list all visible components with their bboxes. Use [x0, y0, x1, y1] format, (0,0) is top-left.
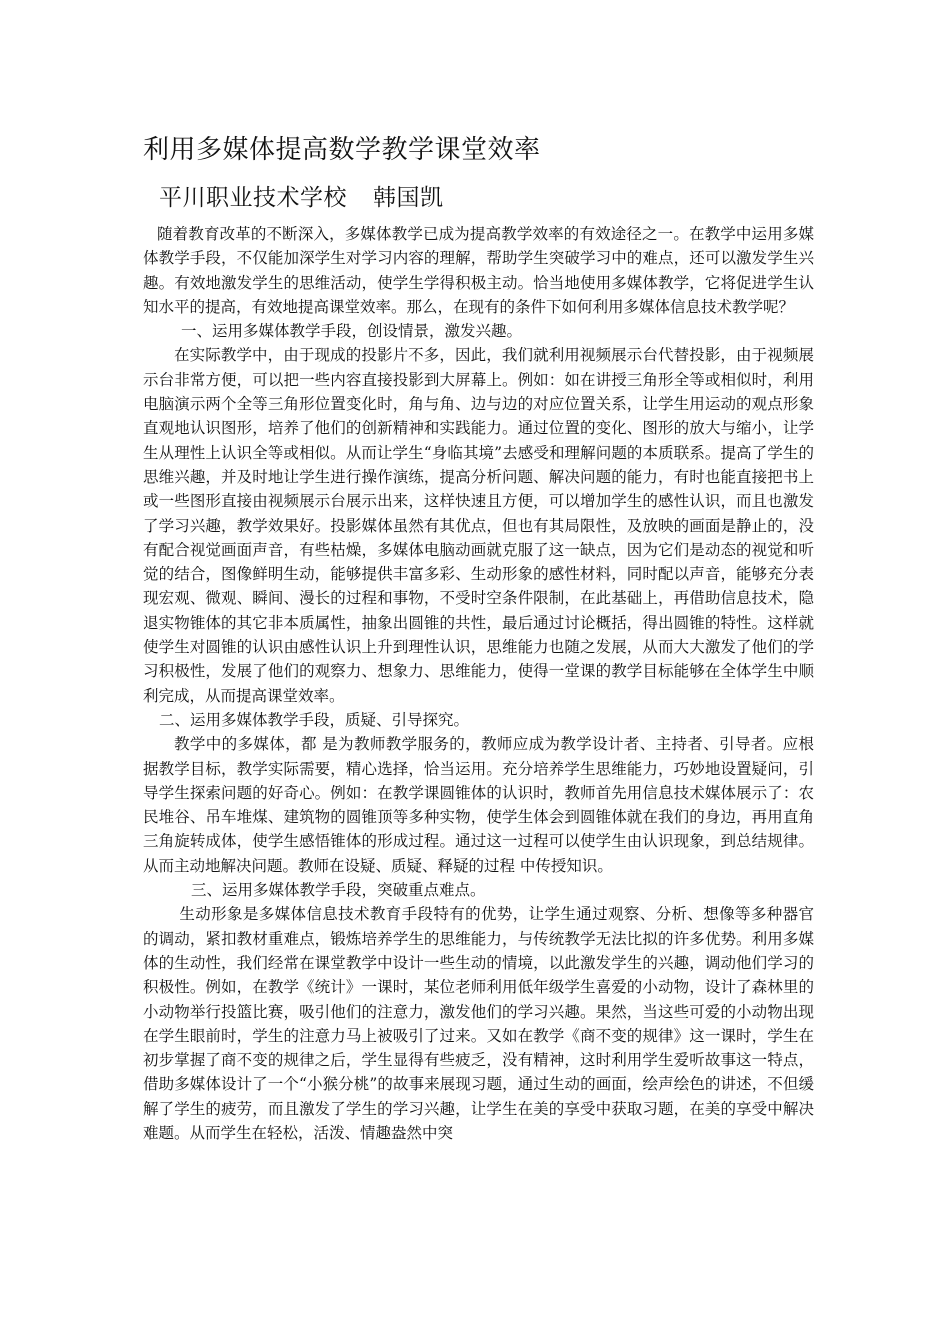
author-line: [159, 180, 814, 216]
section-3-paragraph: 生动形象是多媒体信息技术教育手段特有的优势，让学生通过观察、分析、想像等多种器官的调动，紧扣教材重难点，锻炼培养学生的思维能力，与传统教学无法比拟的许多优势。利用多媒体的生动性，我们经常在课堂教学中设计一些生动的情境，以此激发学生的兴趣，调动他们学习的积极性。例如，在教学《统计》一课时，某位老师利用低年级学生喜爱的小动物，设计了森林里的小动物举行投篮比赛，吸引他们的注意力，激发他们的学习兴趣。果然，当这些可爱的小动物出现在学生眼前时，学生的注意力马上被吸引了过来。又如在教学《商不变的规律》这一课时，学生在初步掌握了商不变的规律之后，学生显得有些疲乏，没有精神，这时利用学生爱听故事这一特点，借助多媒体设计了一个“小猴分桃”的故事来展现习题，通过生动的画面，绘声绘色的讲述，不但缓解了学生的疲劳，而且激发了学生的学习兴趣，让学生在美的享受中获取习题，在美的享受中解决难题。从而学生在轻松，活泼、情趣盎然中突: [143, 905, 814, 1142]
section-2-paragraph: 教学中的多媒体，都 是为教师教学服务的，教师应成为教学设计者、主持者、引导者。应根据教学目标，教学实际需要，精心选择，恰当运用。充分培养学生思维能力，巧妙地设置疑问，引导学生探索问题的好奇心。例如：在教学课圆锥体的认识时，教师首先用信息技术媒体展示了：农民堆谷、吊车堆煤、建筑物的圆锥顶等多种实物，使学生体会到圆锥体就在我们的身边，再用直角三角旋转成体，使学生感悟锥体的形成过程。通过这一过程可以使学生由认识现象，到总结规律。从而主动地解决问题。教师在设疑、质疑、释疑的过程 中传授知识。: [143, 735, 814, 875]
section-heading-2: 二、运用多媒体教学手段，质疑、引导探究。: [159, 710, 470, 729]
section-1-paragraph: 在实际教学中，由于现成的投影片不多，因此，我们就利用视频展示台代替投影，由于视频展示台非常方便，可以把一些内容直接投影到大屏幕上。例如：如在讲授三角形全等或相似时，利用电脑演示两个全等三角形位置变化时，角与角、边与边的对应位置关系，让学生用运动的观点形象直观地认识图形，培养了他们的创新精神和实践能力。通过位置的变化、图形的放大与缩小，让学生从理性上认识全等或相似。从而让学生“身临其境”去感受和理解问题的本质联系。提高了学生的思维兴趣，并及时地让学生进行操作演练，提高分析问题、解决问题的能力，有时也能直接把书上或一些图形直接由视频展示台展示出来，这样快速且方便，可以增加学生的感性认识，而且也激发了学习兴趣，教学效果好。投影媒体虽然有其优点，但也有其局限性，及放映的画面是静止的，没有配合视觉画面声音，有些枯燥，多媒体电脑动画就克服了这一缺点，因为它们是动态的视觉和听觉的结合，图像鲜明生动，能够提供丰富多彩、生动形象的感性材料，同时配以声音，能够充分表现宏观、微观、瞬间、漫长的过程和事物，不受时空条件限制，在此基础上，再借助信息技术，隐退实物锥体的其它非本质属性，抽象出圆锥的共性，最后通过讨论概括，得出圆锥的特性。这样就使学生对圆锥的认识由感性认识上升到理性认识，思维能力也随之发展，从而大大激发了他们的学习积极性，发展了他们的观察力、想象力、思维能力，使得一堂课的教学目标能够在全体学生中顺利完成，从而提高课堂效率。: [143, 346, 814, 705]
author-name: 韩国凯: [373, 185, 444, 211]
intro-paragraph: 随着教育改革的不断深入，多媒体教学已成为提高教学效率的有效途径之一。在教学中运用多媒体教学手段，不仅能加深学生对学习内容的理解，帮助学生突破学习中的难点，还可以激发学生兴趣。有效地激发学生的思维活动，使学生学得积极主动。恰当地使用多媒体教学，它将促进学生认知水平的提高，有效地提高课堂效率。那么，在现有的条件下如何利用多媒体信息技术教学呢？: [143, 225, 814, 316]
author-school: 平川职业技术学校: [159, 185, 347, 211]
section-heading-3: 三、运用多媒体教学手段，突破重点难点。: [191, 881, 486, 900]
document-title: 利用多媒体提高数学教学课堂效率: [143, 135, 541, 165]
section-heading-1: 一、运用多媒体教学手段，创设情景，激发兴趣。: [181, 322, 523, 341]
document-page: [143, 130, 814, 1145]
document-body: [143, 222, 814, 1145]
